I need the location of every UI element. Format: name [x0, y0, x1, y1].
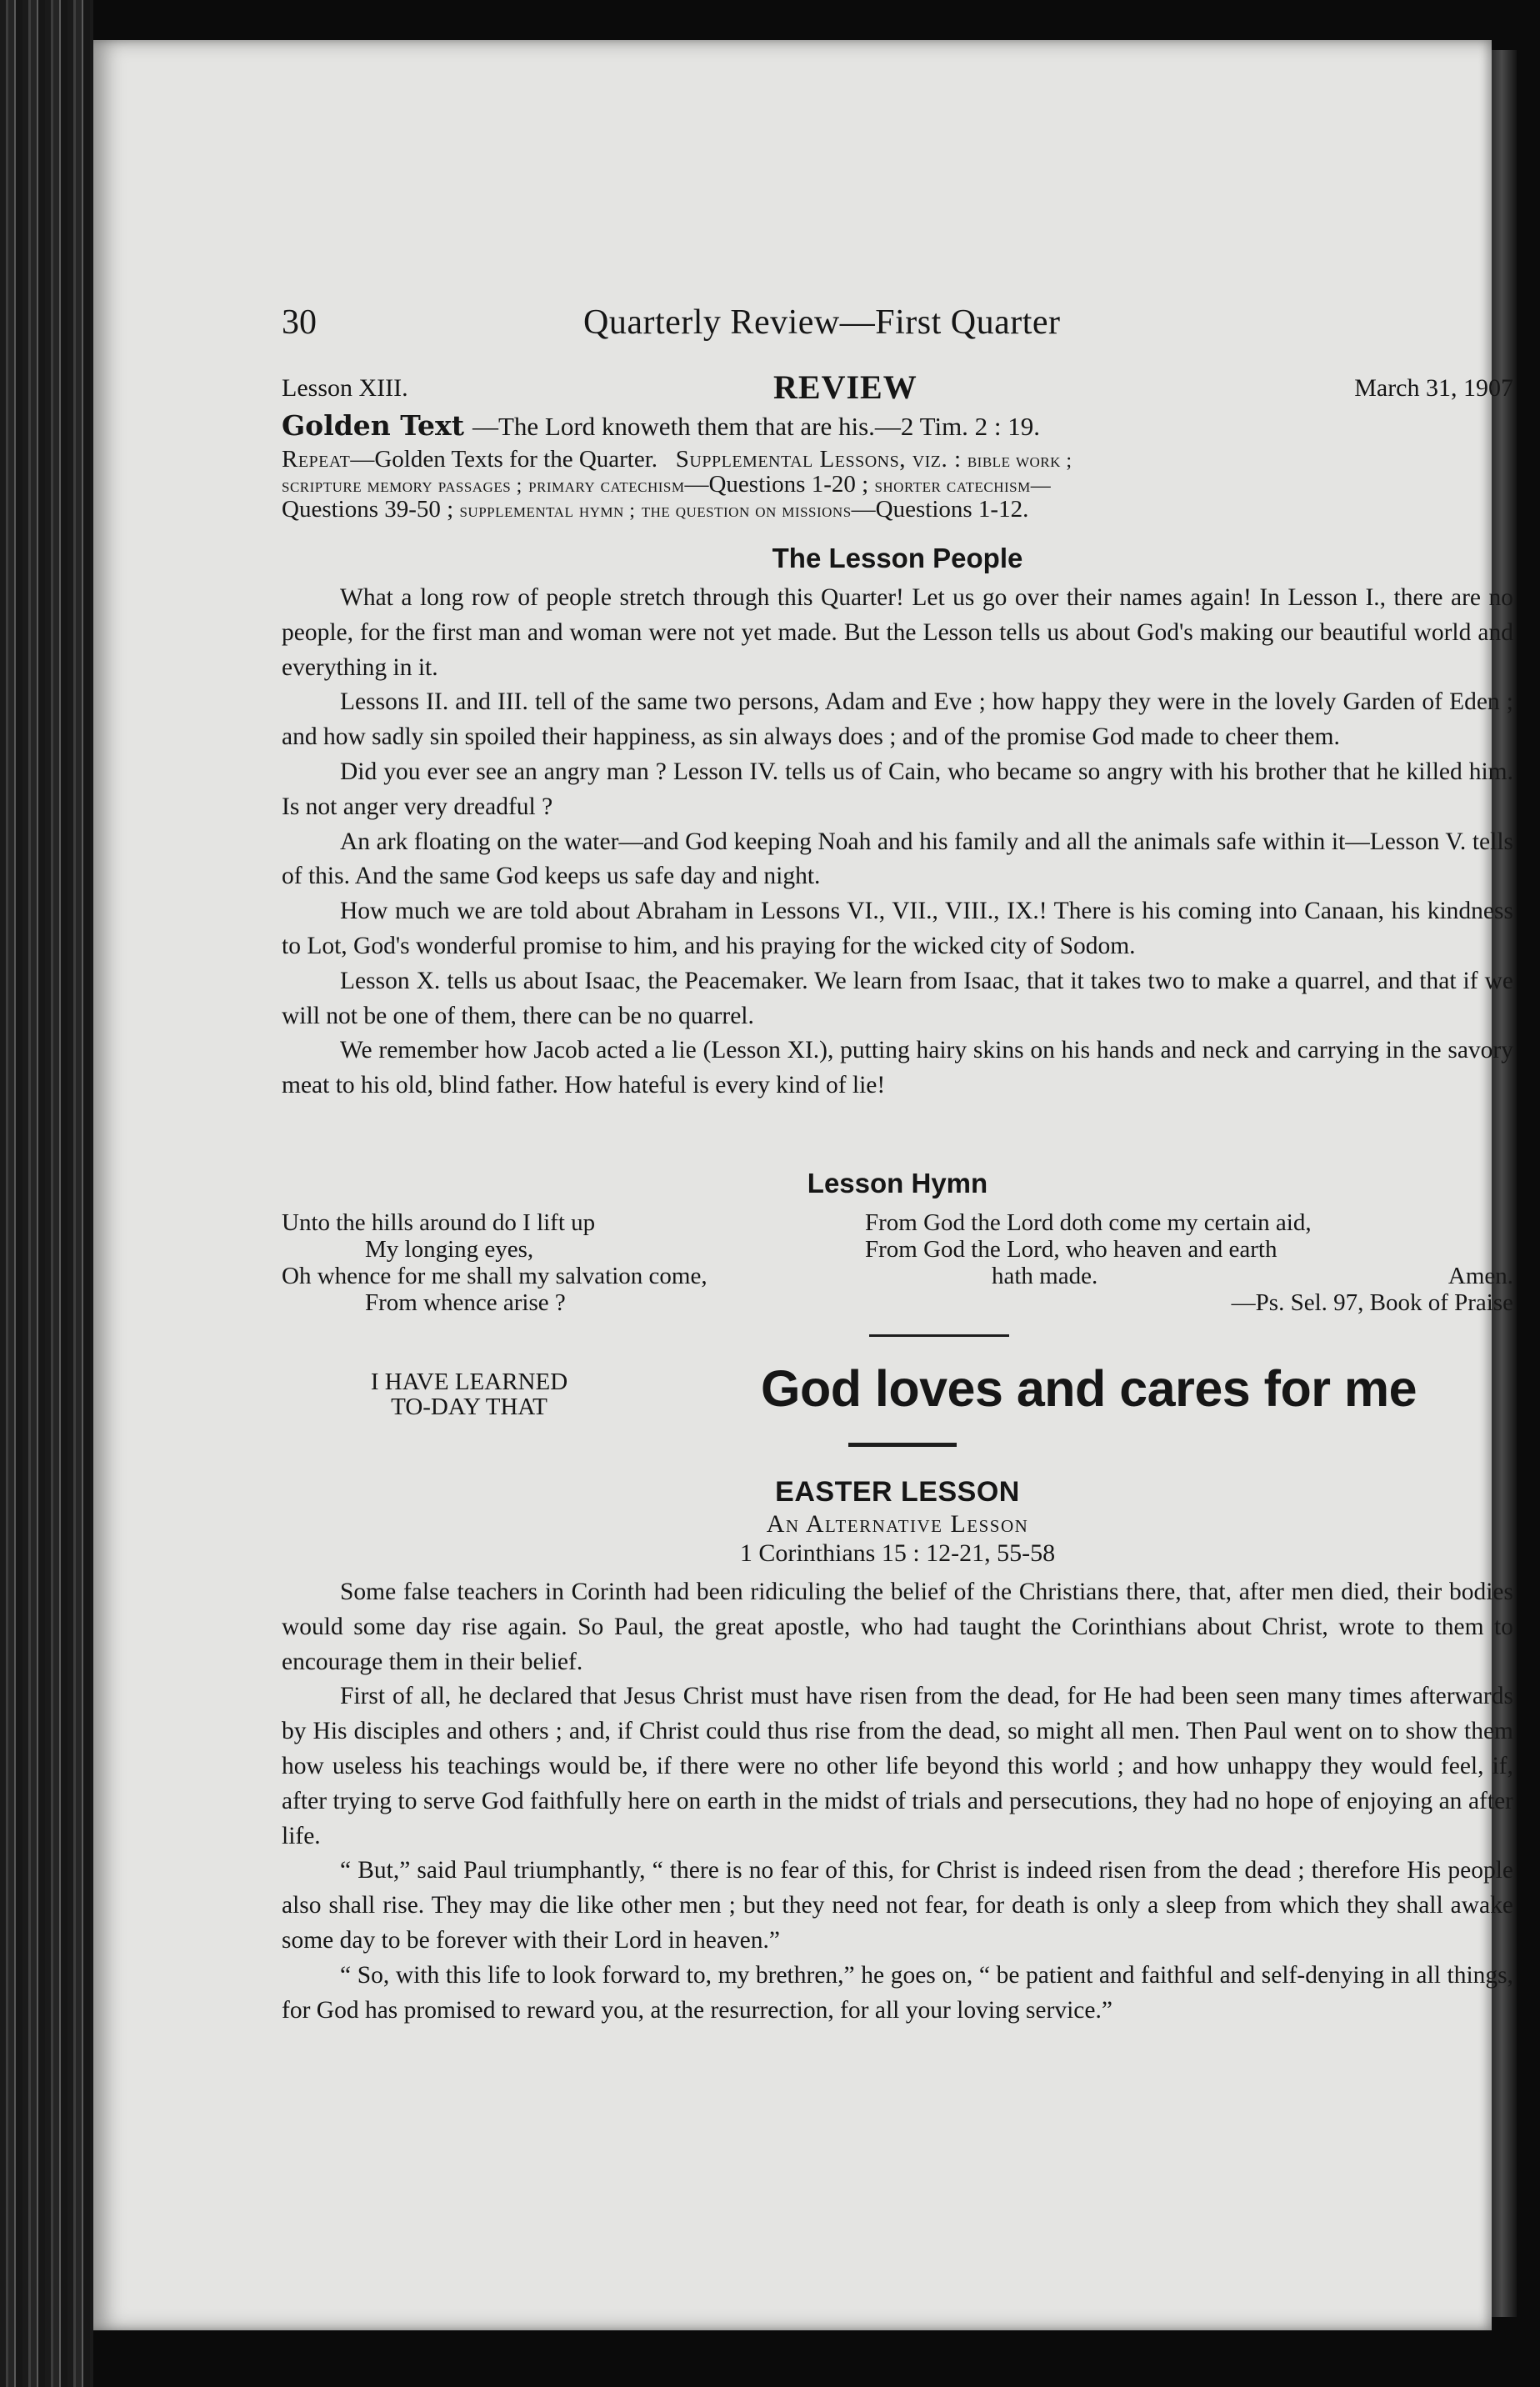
golden-text [282, 409, 1040, 442]
primary-catechism: primary catechism [528, 475, 685, 497]
missions-questions: —Questions 1-12. [851, 496, 1029, 523]
lesson-people-text [282, 581, 1513, 1103]
divider-rule [869, 1334, 1009, 1337]
supplemental-line-2 [282, 471, 1051, 498]
paragraph: “ But,” said Paul triumphantly, “ there is no fear of this, for Christ is indeed risen from the dead ; therefore His people also shall rise. They may die like other men ; but they need not fear, for death is only a sleep from which they shall awake some day to be forever with their Lord in heaven.” [282, 1857, 1513, 1954]
repeat-line [282, 446, 1072, 473]
scripture-reference: 1 Corinthians 15 : 12-21, 55-58 [739, 1539, 1056, 1567]
supplemental-label: Supplemental Lessons, viz. : [675, 446, 962, 473]
hymn-line: hath made. [992, 1263, 1098, 1289]
learned-line-2: TO-DAY THAT [391, 1394, 548, 1420]
primary-catechism-questions: —Questions 1-20 ; [684, 471, 869, 498]
book-binding-left [0, 0, 93, 2387]
hymn-line: My longing eyes, [365, 1236, 534, 1263]
bible-work: bible work ; [967, 450, 1072, 472]
question-on-missions: the question on missions [641, 500, 852, 522]
easter-text [282, 1575, 1513, 2028]
supplemental-hymn: supplemental hymn ; [459, 500, 636, 522]
learned-box [365, 1369, 573, 1419]
shorter-catechism-questions: Questions 39-50 ; [282, 496, 454, 523]
golden-text-label: Golden Text [282, 409, 464, 442]
paragraph: What a long row of people stretch through this Quarter! Let us go over their names again! In Lesson I., there are no people, for the first man and woman were not yet made. But the Lesson tells us about God's making our beautiful world and everything in it. [282, 584, 1513, 681]
paragraph: An ark floating on the water—and God keeping Noah and his family and all the animals safe within it—Lesson V. tells of this. And the same God keeps us safe day and night. [282, 828, 1513, 890]
book-page [93, 40, 1513, 2330]
repeat-text: —Golden Texts for the Quarter. [350, 446, 658, 473]
hymn-line: Oh whence for me shall my salvation come, [282, 1263, 708, 1289]
easter-lesson-title: EASTER LESSON [775, 1476, 1020, 1508]
lesson-date: March 31, 1907 [1354, 374, 1513, 402]
lesson-hymn-heading: Lesson Hymn [807, 1168, 988, 1199]
hymn-line: Unto the hills around do I lift up [282, 1209, 596, 1236]
lesson-title: REVIEW [773, 368, 918, 406]
repeat-label: Repeat [282, 446, 351, 473]
lesson-number: Lesson XIII. [282, 374, 408, 402]
easter-subtitle: An Alternative Lesson [766, 1510, 1029, 1538]
paragraph: We remember how Jacob acted a lie (Lesson XI.), putting hairy skins on his hands and neck and carrying in the savory meat to his old, blind father. How hateful is every kind of lie! [282, 1037, 1513, 1099]
hymn-amen: Amen. [1448, 1263, 1513, 1289]
hymn-line: From whence arise ? [365, 1289, 566, 1316]
hymn-line: From God the Lord, who heaven and earth [865, 1236, 1278, 1263]
learned-line-1: I HAVE LEARNED [370, 1369, 568, 1395]
hymn-line: From God the Lord doth come my certain aid, [865, 1209, 1312, 1236]
supplemental-line-3 [282, 496, 1028, 523]
paragraph: Lesson X. tells us about Isaac, the Peacemaker. We learn from Isaac, that it takes two to make a quarrel, and that if we will not be one of them, there can be no quarrel. [282, 967, 1513, 1029]
hymn-left-column [282, 1209, 815, 1316]
paragraph: First of all, he declared that Jesus Christ must have risen from the dead, for He had been seen many times afterwards by His disciples and others ; and, if Christ could thus rise from the dead, so might all men. Then Paul went on to show them how useless his teachings would be, if there were no other life beyond this world ; and how unhappy they would feel, if, after trying to serve God faithfully here on earth in the midst of trials and persecutions, they had no hope of enjoying an after life. [282, 1683, 1513, 1849]
running-title: Quarterly Review—First Quarter [583, 303, 1061, 342]
paragraph: Did you ever see an angry man ? Lesson IV. tells us of Cain, who became so angry with his brother that he killed him. Is not anger very dreadful ? [282, 758, 1513, 820]
shorter-catechism: shorter catechism— [874, 475, 1052, 497]
golden-text-verse: —The Lord knoweth them that are his.—2 Tim. 2 : 19. [472, 412, 1041, 441]
hymn-attribution: —Ps. Sel. 97, Book of Praise [1231, 1289, 1513, 1316]
paragraph: How much we are told about Abraham in Lessons VI., VII., VIII., IX.! There is his coming into Canaan, his kindness to Lot, God's wonderful promise to him, and his praying for the wicked city of Sodom. [282, 898, 1513, 959]
paragraph: Some false teachers in Corinth had been ridiculing the belief of the Christians there, that, after men died, their bodies would some day rise again. So Paul, the great apostle, who had taught the Corinthians about Christ, wrote to them to encourage them in their belief. [282, 1579, 1513, 1675]
lesson-people-heading: The Lesson People [772, 543, 1023, 573]
hymn-line-with-amen [865, 1263, 1513, 1289]
scripture-memory: scripture memory passages ; [282, 475, 522, 497]
learned-statement: God loves and cares for me [761, 1360, 1418, 1417]
hymn-right-column [865, 1209, 1513, 1316]
page-number: 30 [282, 303, 317, 342]
paragraph: Lessons II. and III. tell of the same two persons, Adam and Eve ; how happy they were in the lovely Garden of Eden ; and how sadly sin spoiled their happiness, as sin always does ; and of the promise God made to cheer them. [282, 688, 1513, 751]
divider-rule [848, 1443, 957, 1447]
paragraph: “ So, with this life to look forward to, my brethren,” he goes on, “ be patient and faithful and self-denying in all things, for God has promised to reward you, at the resurrection, for all your loving service.” [282, 1961, 1513, 2024]
